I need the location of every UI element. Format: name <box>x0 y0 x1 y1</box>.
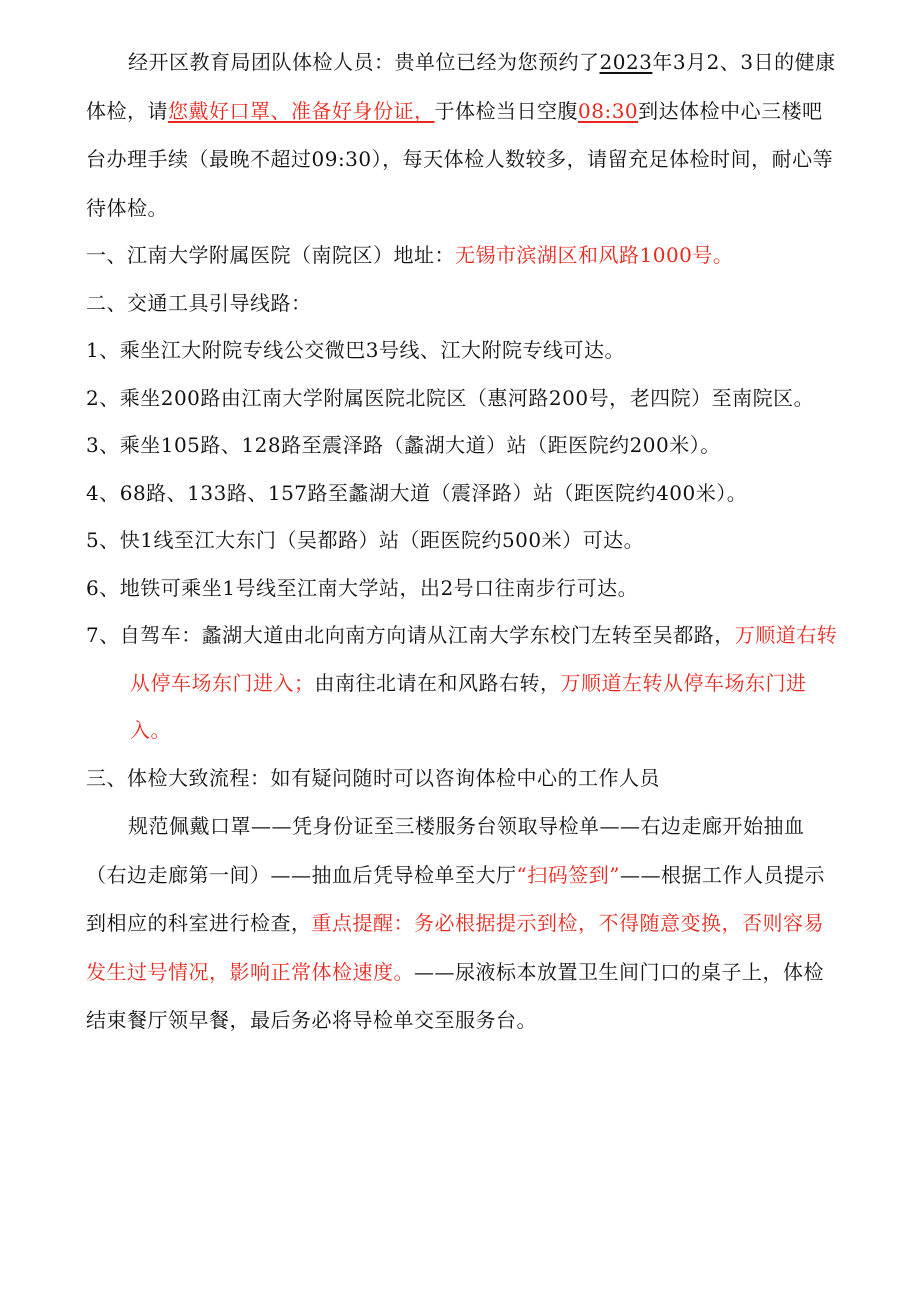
self-drive-north-entry: 万顺道右转从停车场东门进入； <box>130 623 838 695</box>
intro-paragraph <box>86 38 838 232</box>
appointment-year: 2023 <box>599 50 653 74</box>
address-value: 无锡市滨湖区和风路1000号。 <box>455 243 734 267</box>
arrival-instructions: 到达体检中心三楼吧台办理手续（最晚不超过09:30），每天体检人数较多，请留充足体检时间，耐心等待体检。 <box>86 98 834 220</box>
process-paragraph <box>86 802 838 1045</box>
route-item-6: 6、地铁可乘坐1号线至江南大学站，出2号口往南步行可达。 <box>86 575 639 600</box>
document-body <box>86 38 838 1045</box>
arrival-time: 08:30 <box>578 98 639 123</box>
route-item-7 <box>86 612 838 755</box>
self-drive-south-entry: 万顺道左转从停车场东门进入。 <box>130 670 807 742</box>
process-steps-1: 规范佩戴口罩——凭身份证至三楼服务台领取导检单——右边走廊开始抽血（右边走廊第一间）——抽血后凭导检单至大厅 <box>86 814 805 887</box>
process-steps-3: ——尿液标本放置卫生间门口的桌子上，体检结束餐厅领早餐，最后务必将导检单交至服务台。 <box>86 959 824 1032</box>
route-item-1: 1、乘坐江大附院专线公交微巴3号线、江大附院专线可达。 <box>86 338 625 362</box>
process-steps-2: ——根据工作人员提示到相应的科室进行检查， <box>86 862 825 935</box>
fasting-note: 于体检当日空腹 <box>434 98 578 123</box>
key-reminder: 重点提醒：务必根据提示到检，不得随意变换，否则容易发生过号情况，影响正常体检速度。 <box>86 911 824 984</box>
section-3-title: 三、体检大致流程：如有疑问随时可以咨询体检中心的工作人员 <box>86 765 660 790</box>
address-label: 一、江南大学附属医院（南院区）地址： <box>86 243 455 267</box>
mask-id-reminder: 您戴好口罩、准备好身份证， <box>168 98 435 123</box>
self-drive-intro: 7、自驾车：蠡湖大道由北向南方向请从江南大学东校门左转至吴都路， <box>86 623 735 647</box>
section-2-title: 二、交通工具引导线路： <box>86 290 312 315</box>
self-drive-south: 由南往北请在和风路右转， <box>314 670 561 695</box>
appointment-date: 年3月2、3日的健康体检，请 <box>86 50 836 123</box>
route-item-2: 2、乘坐200路由江南大学附属医院北院区（惠河路200号，老四院）至南院区。 <box>86 385 815 410</box>
intro-greeting: 经开区教育局团队体检人员：贵单位已经为您预约了 <box>128 50 600 74</box>
route-item-5: 5、快1线至江大东门（吴都路）站（距医院约500米）可达。 <box>86 528 645 552</box>
route-item-4: 4、68路、133路、157路至蠡湖大道（震泽路）站（距医院约400米）。 <box>86 480 748 505</box>
section-1-address <box>86 232 838 280</box>
scan-sign-in: “扫码签到” <box>516 862 620 887</box>
route-item-3: 3、乘坐105路、128路至震泽路（蠡湖大道）站（距医院约200米）。 <box>86 433 721 457</box>
